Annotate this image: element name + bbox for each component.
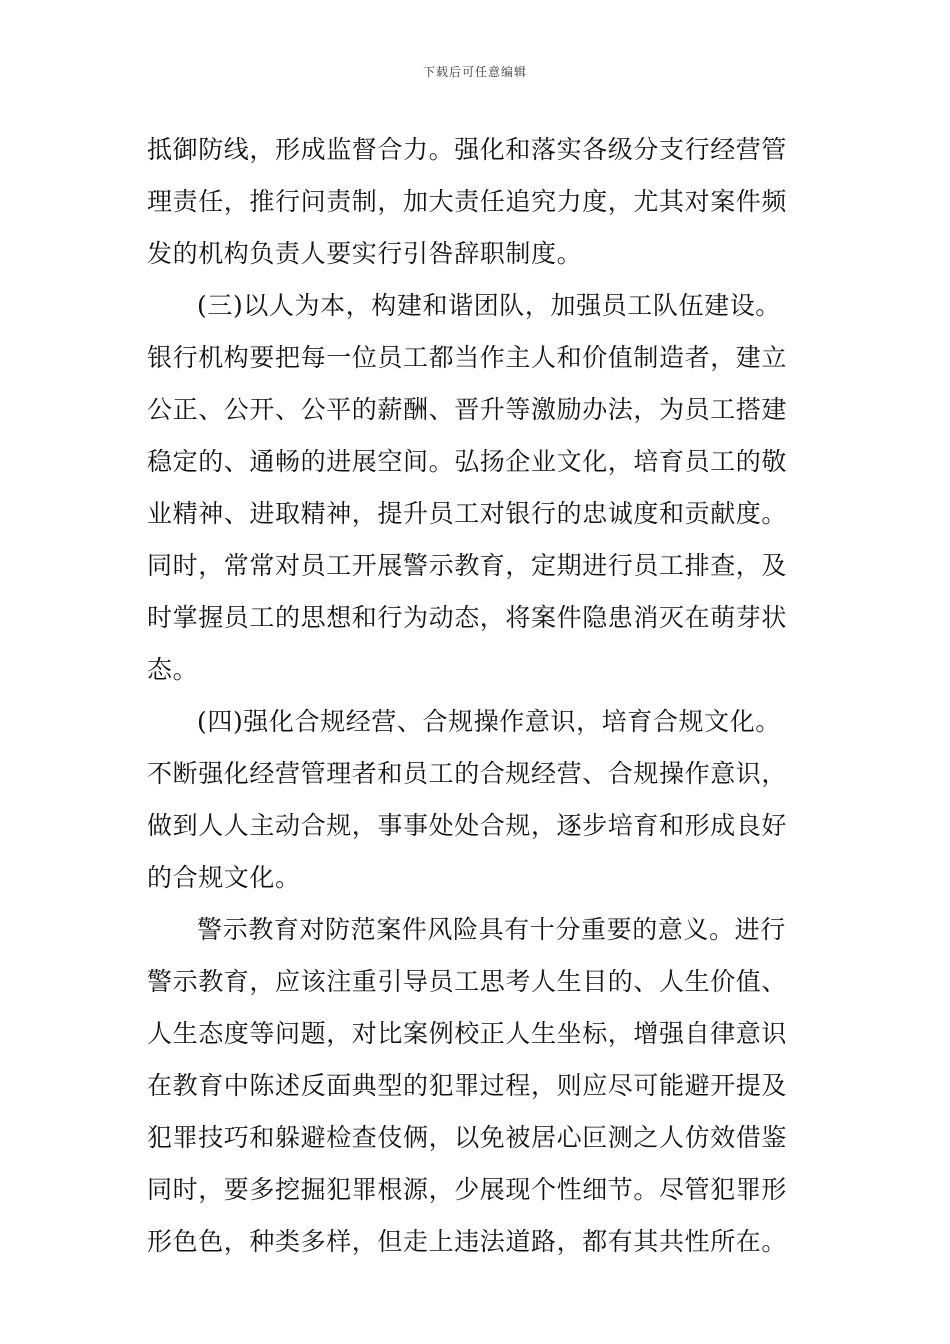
text-line: 理责任，推行问责制，加大责任追究力度，尤其对案件频 [147,187,788,216]
text-line: 同时，常常对员工开展警示教育，定期进行员工排查，及 [147,551,788,580]
text-line: 公正、公开、公平的薪酬、晋升等激励办法，为员工搭建 [147,395,788,424]
paragraph [147,696,807,904]
paragraph [147,124,807,280]
text-line: 银行机构要把每一位员工都当作主人和价值制造者，建立 [147,343,788,372]
page-header: 下载后可任意编辑 [422,65,527,79]
text-line: 形色色，种类多样，但走上违法道路，都有其共性所在。 [147,1227,788,1256]
text-line: (四)强化合规经营、合规操作意识，培育合规文化。 [197,707,781,736]
text-line: 稳定的、通畅的进展空间。弘扬企业文化，培育员工的敬 [147,447,788,476]
text-line: 抵御防线，形成监督合力。强化和落实各级分支行经营管 [147,135,788,164]
text-line: 态。 [147,655,199,684]
text-line: 业精神、进取精神，提升员工对银行的忠诚度和贡献度。 [147,499,788,528]
document-body [147,124,807,1268]
text-line: 同时，要多挖掘犯罪根源，少展现个性细节。尽管犯罪形 [147,1175,788,1204]
text-line: 人生态度等问题，对比案例校正人生坐标，增强自律意识 [147,1019,788,1048]
text-line: 发的机构负责人要实行引咎辞职制度。 [147,239,583,268]
paragraph [147,280,807,696]
text-line: 的合规文化。 [147,863,301,892]
paragraph [147,904,807,1268]
text-line: 犯罪技巧和躲避检查伎俩，以免被居心叵测之人仿效借鉴 [147,1123,788,1152]
text-line: 时掌握员工的思想和行为动态，将案件隐患消灭在萌芽状 [147,603,788,632]
text-line: 警示教育，应该注重引导员工思考人生目的、人生价值、 [147,967,788,996]
text-line: 在教育中陈述反面典型的犯罪过程，则应尽可能避开提及 [147,1071,788,1100]
text-line: 不断强化经营管理者和员工的合规经营、合规操作意识， [147,759,788,788]
text-line: 做到人人主动合规，事事处处合规，逐步培育和形成良好 [147,811,788,840]
text-line: 警示教育对防范案件风险具有十分重要的意义。进行 [197,915,786,944]
text-line: (三)以人为本，构建和谐团队，加强员工队伍建设。 [197,291,781,320]
